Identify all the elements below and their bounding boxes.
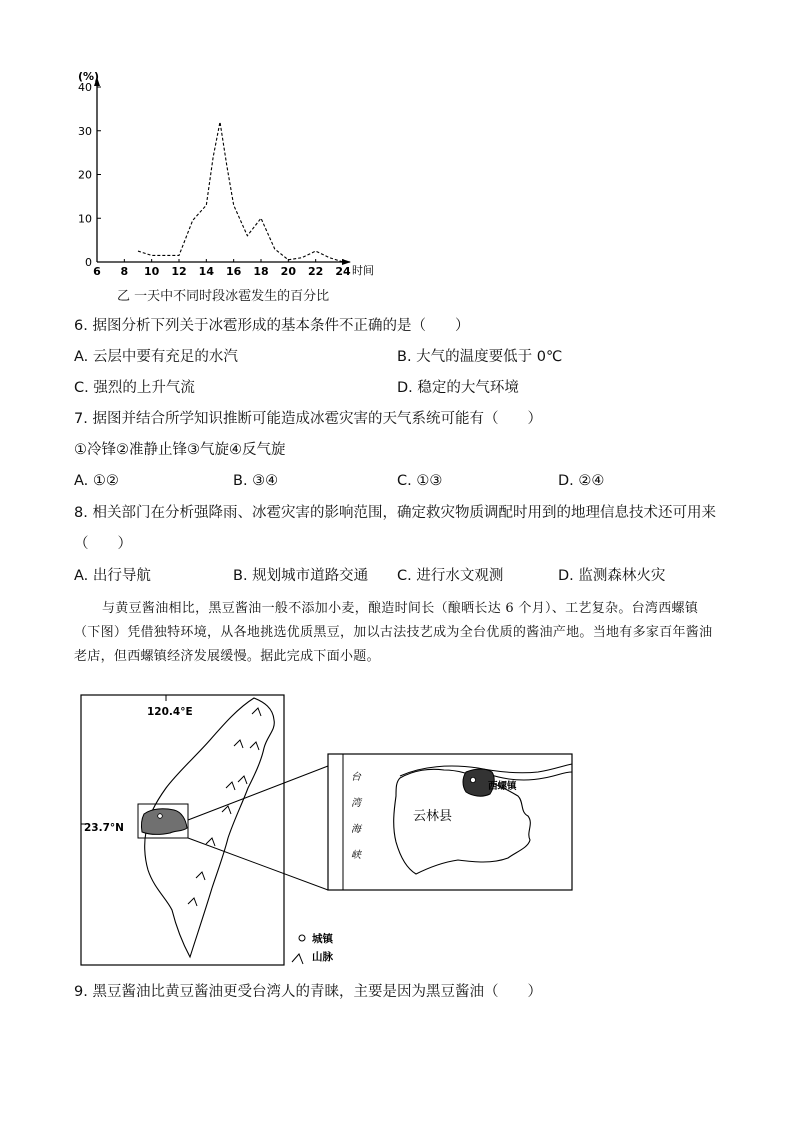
question-8-option-b[interactable]: B. 规划城市道路交通 xyxy=(233,568,369,584)
y-tick-label: 0 xyxy=(85,256,92,269)
taiwan-map xyxy=(78,692,580,972)
question-8-option-c[interactable]: C. 进行水文观测 xyxy=(397,568,504,584)
longitude-label: 120.4°E xyxy=(147,706,193,718)
strait-char-3: 海 xyxy=(351,824,361,835)
town-label: 西螺镇 xyxy=(488,781,517,792)
question-6-option-d[interactable]: D. 稳定的大气环境 xyxy=(397,380,519,396)
question-8-option-a[interactable]: A. 出行导航 xyxy=(74,568,151,584)
strait-char-4: 峡 xyxy=(351,850,361,861)
county-label: 云林县 xyxy=(413,809,453,824)
legend-town-icon xyxy=(299,935,305,941)
strait-char-2: 湾 xyxy=(351,798,361,809)
question-7-option-b[interactable]: B. ③④ xyxy=(233,473,279,489)
x-tick-label: 22 xyxy=(308,265,324,278)
strait-char-1: 台 xyxy=(351,772,361,783)
hail-chart xyxy=(60,62,390,302)
town-marker xyxy=(470,777,475,782)
x-tick-label: 12 xyxy=(171,265,187,278)
series-line-0 xyxy=(138,122,343,262)
x-tick-label: 20 xyxy=(280,265,296,278)
question-7-option-a[interactable]: A. ①② xyxy=(74,473,119,489)
latitude-label: 23.7°N xyxy=(84,822,124,834)
question-6-option-a[interactable]: A. 云层中要有充足的水汽 xyxy=(74,349,238,365)
question-7-option-c[interactable]: C. ①③ xyxy=(397,473,443,489)
question-8-stem: 8. 相关部门在分析强降雨、冰雹灾害的影响范围，确定救灾物质调配时用到的地理信息技术还可用来 xyxy=(74,505,716,521)
reading-passage: 与黄豆酱油相比，黑豆酱油一般不添加小麦，酿造时间长（酿晒长达 6 个月）、工艺复杂。台湾西螺镇（下图）凭借独特环境，从各地挑选优质黑豆，加以古法技艺成为全台优质的酱油产地。当地有多家百年酱油老店，但西螺镇经济发展缓慢。据此完成下面小题。 xyxy=(74,601,713,664)
x-tick-label: 16 xyxy=(226,265,242,278)
question-6-option-c[interactable]: C. 强烈的上升气流 xyxy=(74,380,195,396)
y-tick-label: 40 xyxy=(78,81,92,94)
question-9-stem: 9. 黑豆酱油比黄豆酱油更受台湾人的青睐，主要是因为黑豆酱油（ ） xyxy=(74,984,542,1000)
y-tick-label: 30 xyxy=(78,124,92,138)
series-layer xyxy=(138,122,343,262)
x-tick-label: 6 xyxy=(93,265,101,278)
x-tick-label: 10 xyxy=(144,265,160,278)
y-unit-label: (%) xyxy=(78,70,100,83)
yunlin-region-small xyxy=(141,809,187,835)
x-tick-label: 14 xyxy=(198,265,214,278)
legend-mountain-label: 山脉 xyxy=(312,951,333,963)
question-6-stem: 6. 据图分析下列关于冰雹形成的基本条件不正确的是（ ） xyxy=(74,318,470,334)
question-8-paren: （ ） xyxy=(74,536,132,552)
y-tick-label: 10 xyxy=(78,212,92,226)
question-7-items: ①冷锋②准静止锋③气旋④反气旋 xyxy=(74,442,286,458)
question-7-option-d[interactable]: D. ②④ xyxy=(558,473,605,489)
x-tick-label: 18 xyxy=(253,265,269,278)
legend-town-label: 城镇 xyxy=(312,933,333,945)
x-unit-label: 时间 xyxy=(352,264,374,277)
question-6-option-b[interactable]: B. 大气的温度要低于 0℃ xyxy=(397,349,563,365)
y-tick-label: 20 xyxy=(78,168,92,182)
town-marker-small xyxy=(158,814,163,819)
x-tick-label: 24 xyxy=(335,265,351,278)
question-7-stem: 7. 据图并结合所学知识推断可能造成冰雹灾害的天气系统可能有（ ） xyxy=(74,411,542,427)
chart-caption: 乙 一天中不同时段冰雹发生的百分比 xyxy=(117,289,330,304)
x-tick-label: 8 xyxy=(120,265,129,278)
question-8-option-d[interactable]: D. 监测森林火灾 xyxy=(558,568,666,584)
legend-mountain-icon xyxy=(292,954,303,964)
